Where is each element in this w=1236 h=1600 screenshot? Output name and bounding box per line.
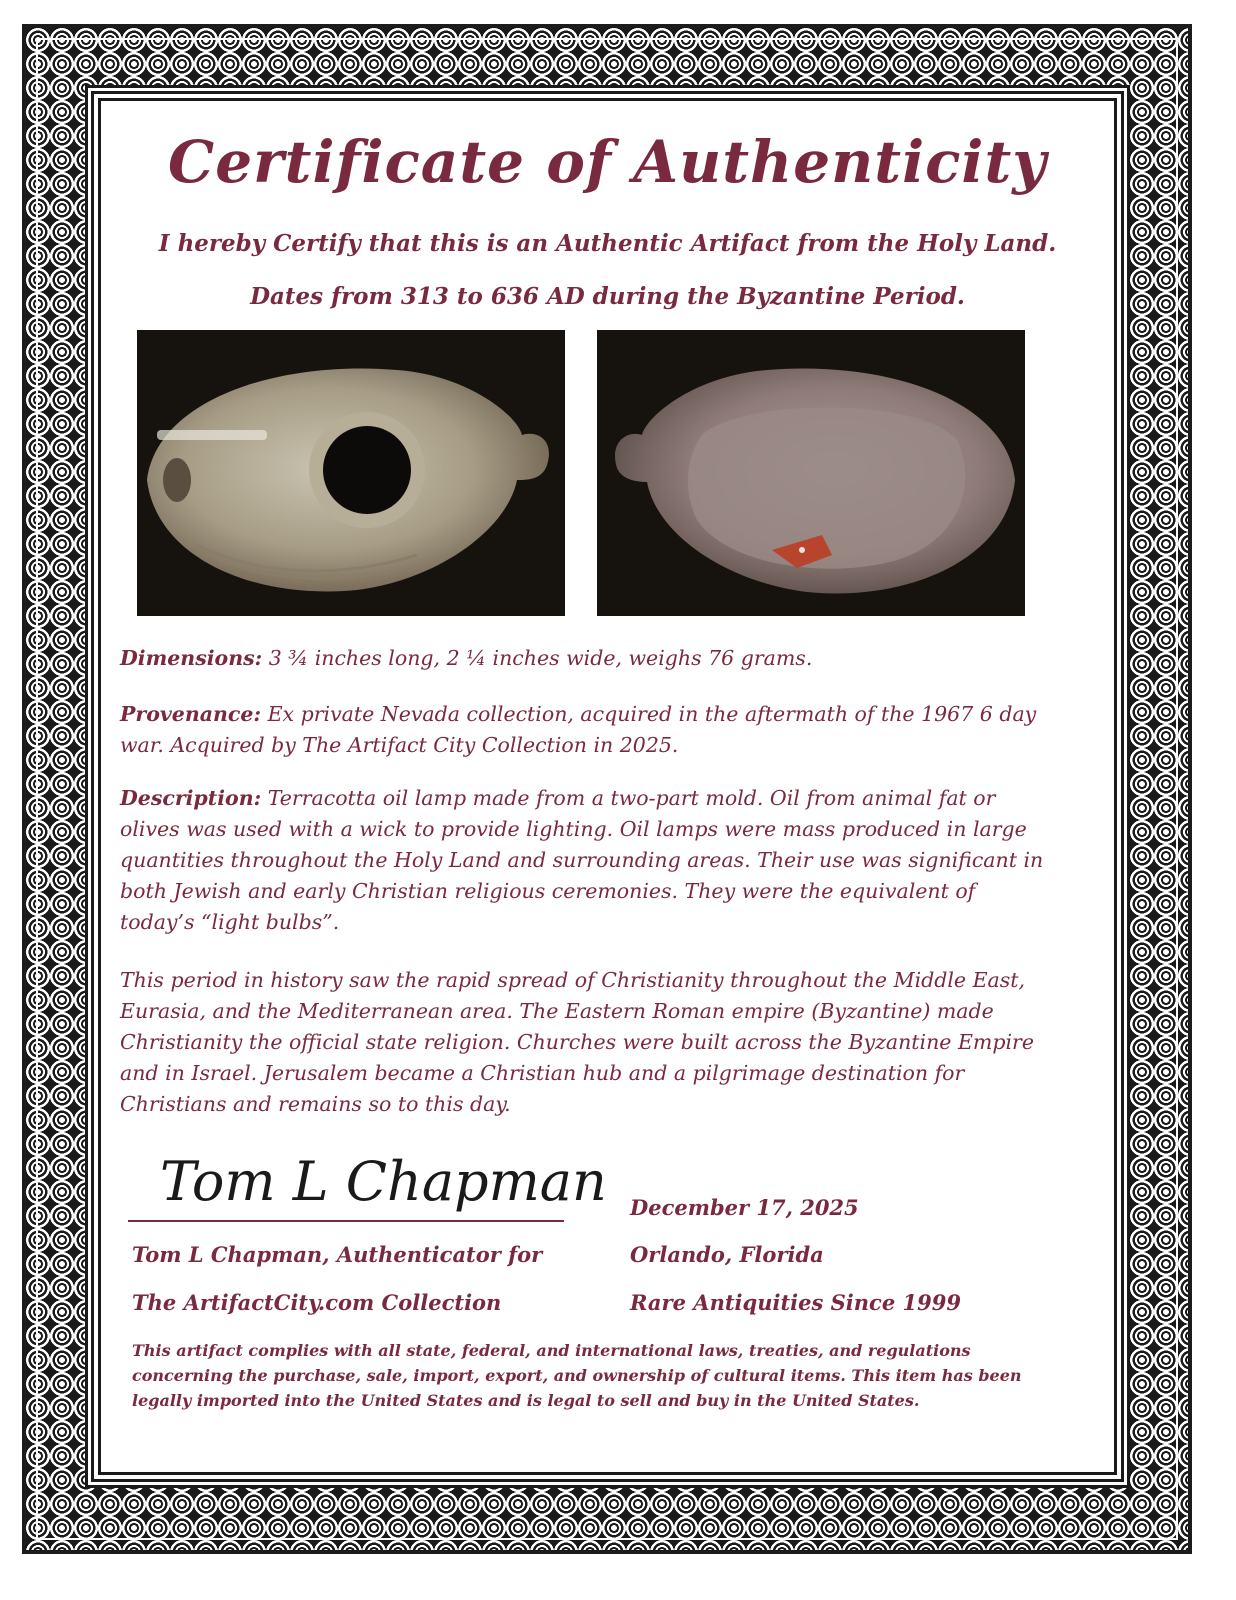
certificate-title: Certificate of Authenticity	[168, 128, 1047, 196]
artifact-photo-bottom	[597, 330, 1025, 616]
collection-name: The ArtifactCity.com Collection	[132, 1290, 502, 1315]
certify-statement: I hereby Certify that this is an Authentic Artifact from the Holy Land.	[158, 230, 1057, 257]
provenance-text: Ex private Nevada collection, acquired in the aftermath of the 1967 6 day war. Acquired by The Artifact City Collection in 2025.	[120, 702, 1037, 757]
dimensions-text: 3 ¾ inches long, 2 ¼ inches wide, weighs 76 grams.	[268, 646, 813, 670]
signature-line	[128, 1220, 564, 1222]
authenticator-name: Tom L Chapman, Authenticator for	[132, 1242, 543, 1267]
dimensions-paragraph	[120, 643, 1050, 674]
description-label: Description:	[120, 786, 262, 810]
provenance-paragraph	[120, 699, 1050, 761]
artifact-photo-top	[137, 330, 565, 616]
dimensions-label: Dimensions:	[120, 646, 263, 670]
provenance-label: Provenance:	[120, 702, 262, 726]
history-paragraph: This period in history saw the rapid spread of Christianity throughout the Middle East, Eurasia, and the Mediterranean area. The Eastern Roman empire (Byzantine) made Christianity the official state religion. Churches were built across the Byzantine Empire and in Israel. Jerusalem became a Christian hub and a pilgrimage destination for Christians and remains so to this day.	[120, 968, 1034, 1116]
legal-notice: This artifact complies with all state, federal, and international laws, treaties, and regulations concerning the purchase, sale, import, export, and ownership of cultural items. This item has been legally imported into the United States and is legal to sell and buy in the United States.	[132, 1341, 1022, 1410]
signature	[140, 1138, 607, 1228]
certificate-date: December 17, 2025	[630, 1195, 859, 1220]
date-range-statement: Dates from 313 to 636 AD during the Byzantine Period.	[250, 283, 965, 310]
company-tagline: Rare Antiquities Since 1999	[630, 1290, 961, 1315]
signature-script: Tom L Chapman	[160, 1150, 607, 1213]
description-paragraph	[120, 783, 1050, 938]
certificate-location: Orlando, Florida	[630, 1242, 824, 1267]
description-text: Terracotta oil lamp made from a two-part mold. Oil from animal fat or olives was used with a wick to provide lighting. Oil lamps were mass produced in large quantities throughout the Holy Land and surrounding areas. Their use was significant in both Jewish and early Christian religious ceremonies. They were the equivalent of today’s “light bulbs”.	[120, 786, 1044, 934]
